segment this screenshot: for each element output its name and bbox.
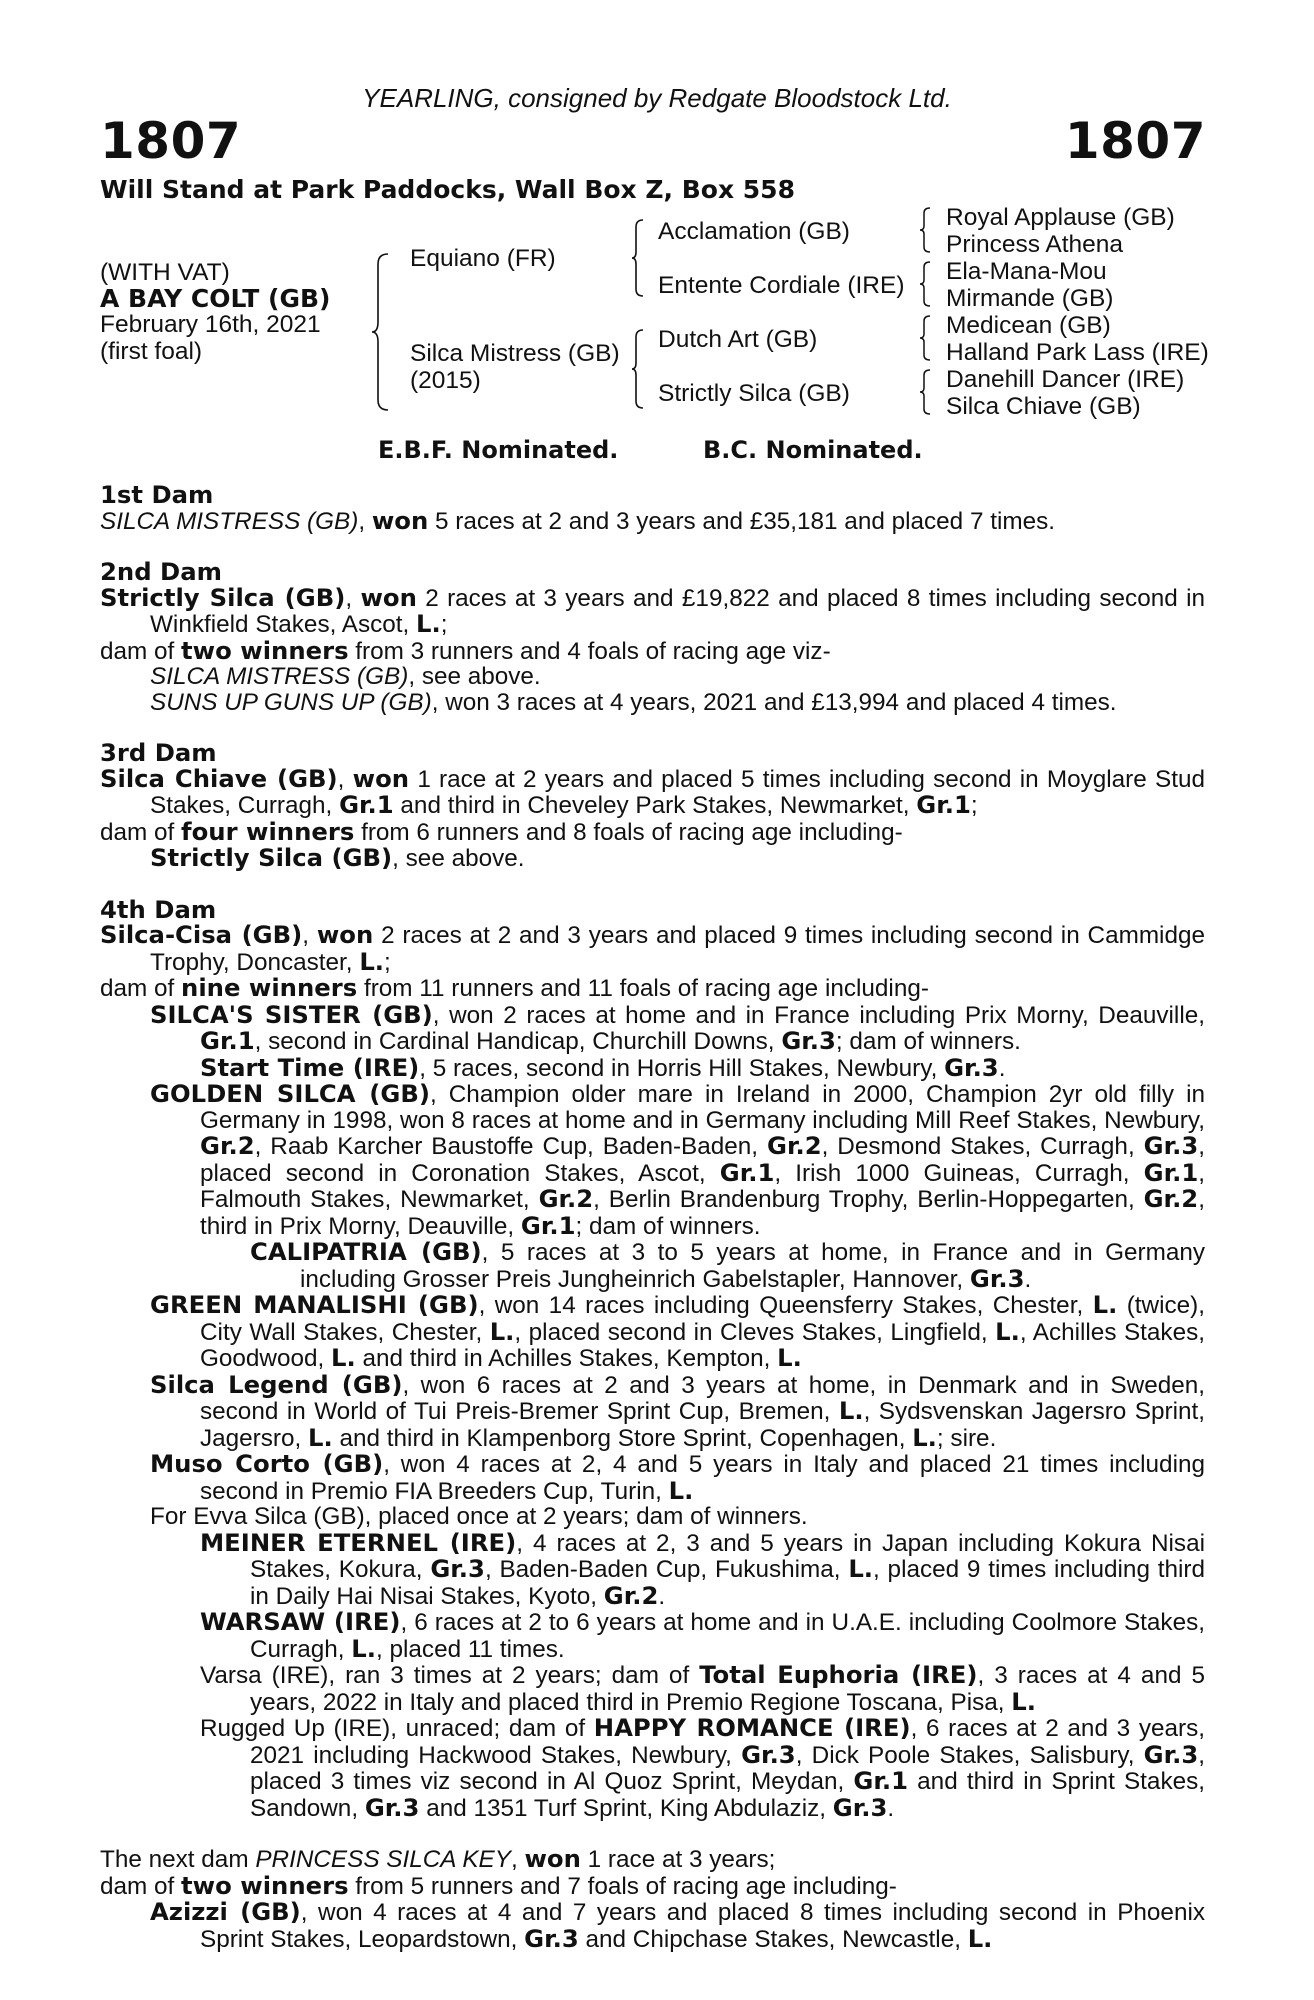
ds-sire: Medicean (GB) xyxy=(946,312,1111,339)
first-dam-heading: 1st Dam xyxy=(100,480,214,509)
fourth-dam-entry: Silca-Cisa (GB), won 2 races at 2 and 3 years and placed 9 times including second in Cammidge Trophy, Doncaster, L.; xyxy=(100,920,1205,976)
pedigree-bracket-sd xyxy=(918,260,932,308)
lot-number-left: 1807 xyxy=(100,112,242,170)
dam-dam: Strictly Silca (GB) xyxy=(658,380,850,407)
produce-evva-silca: For Evva Silca (GB), placed once at 2 years; dam of winners. xyxy=(150,1503,808,1530)
pedigree-bracket-dd xyxy=(918,368,932,416)
second-dam-produce-summary: dam of two winners from 3 runners and 4 foals of racing age viz- xyxy=(100,635,831,665)
vat-note: (WITH VAT) xyxy=(100,259,230,286)
next-dam-entry: The next dam PRINCESS SILCA KEY, won 1 race at 3 years; xyxy=(100,1844,776,1873)
produce-silcas-sister: SILCA'S SISTER (GB), won 2 races at home and in France including Prix Morny, Deauville, Gr.1, second in Cardinal Handicap, Churchill Downs, Gr.3; dam of winners. xyxy=(150,999,1205,1055)
produce-warsaw: WARSAW (IRE), 6 races at 2 to 6 years at home and in U.A.E. including Coolmore Stakes, Curragh, L., placed 11 times. xyxy=(200,1607,1205,1663)
second-dam-produce-1: SILCA MISTRESS (GB), see above. xyxy=(150,663,541,690)
sire-sire: Acclamation (GB) xyxy=(658,218,850,245)
produce-start-time: Start Time (IRE), 5 races, second in Horris Hill Stakes, Newbury, Gr.3. xyxy=(200,1052,1006,1082)
produce-golden-silca: GOLDEN SILCA (GB), Champion older mare in Ireland in 2000, Champion 2yr old filly in Germany in 1998, won 8 races at home and in Germany including Mill Reef Stakes, Newbury, Gr.2, Raab Karcher Baustoffe Cup, Baden-Baden, Gr.2, Desmond Stakes, Curragh, Gr.3, placed second in Coronation Stakes, Ascot, Gr.1, Irish 1000 Guineas, Curragh, Gr.1, Falmouth Stakes, Newmarket, Gr.2, Berlin Brandenburg Trophy, Berlin-Hoppegarten, Gr.2, third in Prix Morny, Deauville, Gr.1; dam of winners. xyxy=(150,1079,1205,1240)
bc-nomination: B.C. Nominated. xyxy=(703,436,923,464)
third-dam-entry: Silca Chiave (GB), won 1 race at 2 years and placed 5 times including second in Moyglare Stud Stakes, Curragh, Gr.1 and third in Cheveley Park Stakes, Newmarket, Gr.1; xyxy=(100,763,1205,819)
stand-location: Will Stand at Park Paddocks, Wall Box Z, Box 558 xyxy=(100,175,795,204)
pedigree-bracket-ss xyxy=(918,206,932,254)
produce-record xyxy=(100,482,1205,1952)
horse-name: A BAY COLT (GB) xyxy=(100,284,331,313)
dam-year: (2015) xyxy=(410,367,481,394)
third-dam-heading: 3rd Dam xyxy=(100,738,217,767)
produce-meiner-eternel: MEINER ETERNEL (IRE), 4 races at 2, 3 and 5 years in Japan including Kokura Nisai Stakes, Kokura, Gr.3, Baden-Baden Cup, Fukushima, L., placed 9 times including third in Daily Hai Nisai Stakes, Kyoto, Gr.2. xyxy=(200,1527,1205,1610)
dd-dam: Silca Chiave (GB) xyxy=(946,393,1141,420)
dam-name: Silca Mistress (GB) xyxy=(410,340,620,367)
produce-varsa: Varsa (IRE), ran 3 times at 2 years; dam of Total Euphoria (IRE), 3 races at 4 and 5 years, 2022 in Italy and placed third in Premio Regione Toscana, Pisa, L. xyxy=(200,1660,1205,1716)
produce-calipatria: CALIPATRIA (GB), 5 races at 3 to 5 years at home, in France and in Germany including Grosser Preis Jungheinrich Gabelstapler, Hannover, Gr.3. xyxy=(250,1237,1205,1293)
sd-dam: Mirmande (GB) xyxy=(946,285,1114,312)
consignment-line: YEARLING, consigned by Redgate Bloodstock Ltd. xyxy=(362,83,952,113)
dd-sire: Danehill Dancer (IRE) xyxy=(946,366,1185,393)
produce-rugged-up: Rugged Up (IRE), unraced; dam of HAPPY ROMANCE (IRE), 6 races at 2 and 3 years, 2021 including Hackwood Stakes, Newbury, Gr.3, Dick Poole Stakes, Salisbury, Gr.3, placed 3 times viz second in Al Quoz Sprint, Meydan, Gr.1 and third in Sprint Stakes, Sandown, Gr.3 and 1351 Turf Sprint, King Abdulaziz, Gr.3. xyxy=(200,1713,1205,1822)
date-of-birth: February 16th, 2021 xyxy=(100,311,321,338)
third-dam-produce-1: Strictly Silca (GB), see above. xyxy=(150,843,525,872)
sire-name: Equiano (FR) xyxy=(410,245,556,272)
pedigree-bracket-main xyxy=(370,252,392,412)
produce-silca-legend: Silca Legend (GB), won 6 races at 2 and 3 years at home, in Denmark and in Sweden, second in World of Tui Preis-Bremer Sprint Cup, Bremen, L., Sydsvenskan Jagersro Sprint, Jagersro, L. and third in Klampenborg Store Sprint, Copenhagen, L.; sire. xyxy=(150,1369,1206,1452)
sire-dam: Entente Cordiale (IRE) xyxy=(658,272,905,299)
first-dam-entry: SILCA MISTRESS (GB), won 5 races at 2 and 3 years and £35,181 and placed 7 times. xyxy=(100,505,1056,535)
second-dam-entry: Strictly Silca (GB), won 2 races at 3 years and £19,822 and placed 8 times including second in Winkfield Stakes, Ascot, L.; xyxy=(100,582,1205,638)
pedigree-bracket-sire xyxy=(630,218,646,298)
sd-sire: Ela-Mana-Mou xyxy=(946,258,1107,285)
next-dam-produce-summary: dam of two winners from 5 runners and 7 foals of racing age including- xyxy=(100,1870,897,1900)
produce-green-manalishi: GREEN MANALISHI (GB), won 14 races including Queensferry Stakes, Chester, L. (twice), City Wall Stakes, Chester, L., placed second in Cleves Stakes, Lingfield, L., Achilles Stakes, Goodwood, L. and third in Achilles Stakes, Kempton, L. xyxy=(150,1290,1205,1372)
pedigree-bracket-dam xyxy=(630,328,646,410)
foal-note: (first foal) xyxy=(100,338,203,365)
ss-sire: Royal Applause (GB) xyxy=(946,204,1175,231)
ds-dam: Halland Park Lass (IRE) xyxy=(946,339,1209,366)
pedigree-bracket-ds xyxy=(918,314,932,362)
dam-sire: Dutch Art (GB) xyxy=(658,326,818,353)
fourth-dam-heading: 4th Dam xyxy=(100,894,217,924)
fourth-dam-produce-summary: dam of nine winners from 11 runners and 11 foals of racing age including- xyxy=(100,973,929,1002)
second-dam-produce-2: SUNS UP GUNS UP (GB), won 3 races at 4 years, 2021 and £13,994 and placed 4 times. xyxy=(150,688,1117,716)
third-dam-produce-summary: dam of four winners from 6 runners and 8 foals of racing age including- xyxy=(100,816,903,846)
lot-number-right: 1807 xyxy=(1064,112,1206,170)
ss-dam: Princess Athena xyxy=(946,231,1124,258)
produce-muso-corto: Muso Corto (GB), won 4 races at 2, 4 and 5 years in Italy and placed 21 times including second in Premio FIA Breeders Cup, Turin, L. xyxy=(150,1449,1205,1505)
second-dam-heading: 2nd Dam xyxy=(100,557,222,586)
produce-azizzi: Azizzi (GB), won 4 races at 4 and 7 years and placed 8 times including second in Phoenix Sprint Stakes, Leopardstown, Gr.3 and Chipchase Stakes, Newcastle, L. xyxy=(150,1897,1206,1953)
ebf-nomination: E.B.F. Nominated. xyxy=(378,436,619,464)
